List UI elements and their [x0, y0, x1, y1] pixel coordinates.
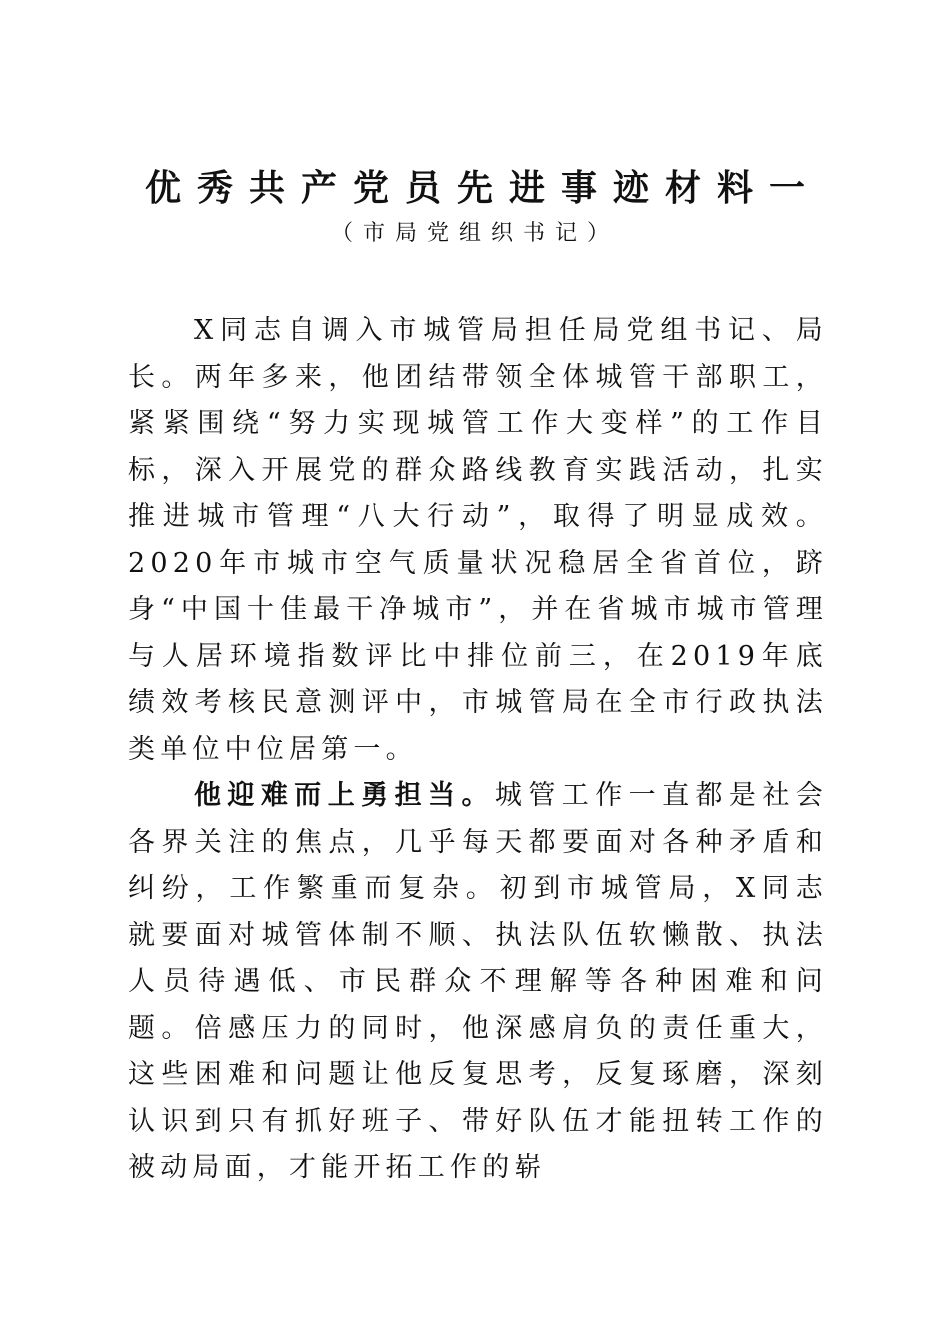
paragraph-section: [128, 773, 828, 1192]
document-title: 优秀共产党员先进事迹材料一: [144, 167, 821, 209]
paragraph-intro: [128, 308, 828, 773]
paragraph-text: 城管工作一直都是社会各界关注的焦点，几乎每天都要面对各种矛盾和纠纷，工作繁重而复杂。初到市城管局，X同志就要面对城管体制不顺、执法队伍软懒散、执法人员待遇低、市民群众不理解等各种困难和问题。倍感压力的同时，他深感肩负的责任重大，这些困难和问题让他反复思考，反复琢磨，深刻认识到只有抓好班子、带好队伍才能扭转工作的被动局面，才能开拓工作的崭: [128, 780, 828, 1183]
paragraph-text: X同志自调入市城管局担任局党组书记、局长。两年多来，他团结带领全体城管干部职工，紧紧围绕“努力实现城管工作大变样”的工作目标，深入开展党的群众路线教育实践活动，扎实推进城市管理“八大行动”，取得了明显成效。2020年市城市空气质量状况稳居全省首位，跻身“中国十佳最干净城市”，并在省城市城市管理与人居环境指数评比中排位前三，在2019年底绩效考核民意测评中，市城管局在全市行政执法类单位中位居第一。: [128, 315, 828, 765]
paragraph-lead-heading: 他迎难而上勇担当。: [194, 780, 495, 811]
document-subtitle: （市局党组织书记）: [330, 221, 619, 246]
document-body: [128, 308, 828, 1192]
